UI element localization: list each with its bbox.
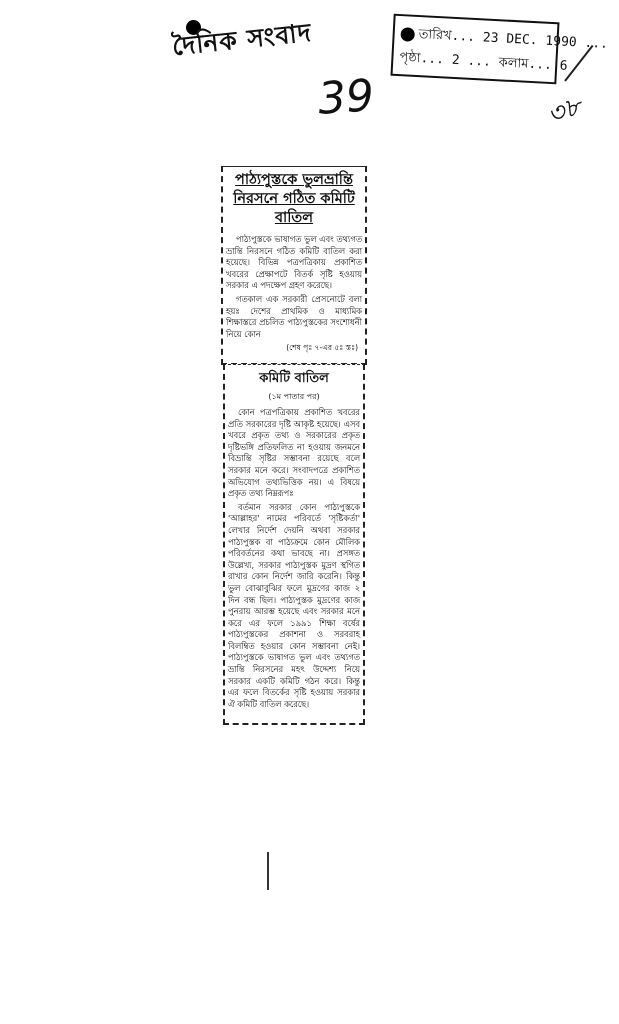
article-body (223, 234, 365, 354)
continuation-body (225, 407, 363, 710)
stamp-page-label: পৃষ্ঠা (399, 50, 421, 67)
handwritten-page-number: 39 (316, 70, 376, 125)
news-clipping-front (221, 166, 367, 365)
stamp-date-value: 23 DEC. 1990 (482, 30, 578, 51)
article-paragraph: গতকাল এক সরকারী প্রেসনোটে বলা হয়ঃ দেশের প্রাথমিক ও মাধ্যমিক শিক্ষাস্তরে প্রচলিত পাঠ্যপুস্তকের সংশোধনী নিয়ে কোন (226, 293, 362, 339)
stamp-column-value: 6 (559, 58, 568, 74)
article-headline: পাঠ্যপুস্তকে ভুলভ্রান্তি নিরসনে গঠিত কমিটি বাতিল (233, 172, 355, 226)
stamp-page-value: 2 (451, 52, 460, 69)
news-clipping-continuation (223, 364, 365, 725)
margin-note: ৩৮ (543, 91, 586, 131)
continuation-headline: কমিটি বাতিল (259, 371, 329, 386)
stamp-date-row: তারিখ... 23 DEC. 1990 ... (400, 24, 608, 56)
stamp-date-label: তারিখ (418, 27, 452, 44)
continuation-subhead: (১ম পাতার পর) (268, 392, 320, 401)
stamp-page-row: পৃষ্ঠা... 2 ... কলাম... 6 (399, 50, 568, 74)
stamp-column-label: কলাম (498, 55, 529, 72)
ink-blot-icon (400, 27, 415, 42)
date-stamp (390, 14, 609, 85)
continued-note: (শেষ পৃঃ ৭-এর ৫ঃ স্তঃ) (286, 343, 358, 353)
continuation-paragraph: কোন পত্রপত্রিকায় প্রকাশিত খবরের প্রতি সরকারের দৃষ্টি আকৃষ্ট হয়েছে। এসব খবরে প্রকৃত তথ্য ও সরকারের প্রকৃত দৃষ্টিভঙ্গি প্রতিফলিত না হওয়ায় জনমনে বিভ্রান্তি সৃষ্টির সম্ভাবনা রয়েছে বলে সরকার মনে করে। সংবাদপত্রে প্রকাশিত অভিযোগ তথ্যভিত্তিক নয়। এ বিষয়ে প্রকৃত তথ্য নিম্নরূপঃ (228, 407, 360, 499)
continuation-paragraph: বর্তমান সরকার কোন পাঠ্যপুস্তকে 'আল্লাহর' নামের পরিবর্তে 'সৃষ্টিকর্তা' লেখার নির্দেশ দেয়নি অথবা সরকার পাঠ্যপুস্তক বা পাঠ্যক্রমে কোন মৌলিক পরিবর্তনের কথা ভাবছে না। প্রসঙ্গত উল্লেখ্য, সরকার পাঠ্যপুস্তক মুদ্রণ স্থগিত রাখার কোন নির্দেশ জারি করেনি। কিন্তু ভুল বোঝাবুঝির ফলে মুদ্রণের কাজ ২ দিন বন্ধ ছিল। পাঠ্যপুস্তক মুদ্রণের কাজ পুনরায় আরম্ভ হয়েছে এবং সরকার মনে করে এর ফলে ১৯৯১ শিক্ষা বর্ষের পাঠ্যপুস্তকের প্রকাশনা ও সরবরাহ বিলম্বিত হওয়ার কোন সম্ভাবনা নেই। পাঠ্যপুস্তকে ভাষাগত ভুল এবং তথ্যগত ভ্রান্তি নিরসনের মহৎ উদ্দেশ্য নিয়ে সরকার একটি কমিটি গঠন করে। কিন্তু এর ফলে বিতর্কের সৃষ্টি হওয়ায় সরকার ঐ কমিটি বাতিল করেছে। (228, 501, 360, 709)
article-paragraph: পাঠ্যপুস্তকে ভাষাগত ভুল এবং তথ্যগত ভ্রান্তি নিরসনে গঠিত কমিটি বাতিল করা হয়েছে। বিভিন্ন পত্রপত্রিকায় প্রকাশিত খবরের প্রেক্ষাপটে বিতর্ক সৃষ্টি হওয়ায় সরকার এ পদক্ষেপ গ্রহণ করেছে। (226, 234, 362, 291)
scan-mark (267, 852, 269, 890)
newspaper-masthead: দৈনিক সংবাদ (170, 17, 314, 62)
